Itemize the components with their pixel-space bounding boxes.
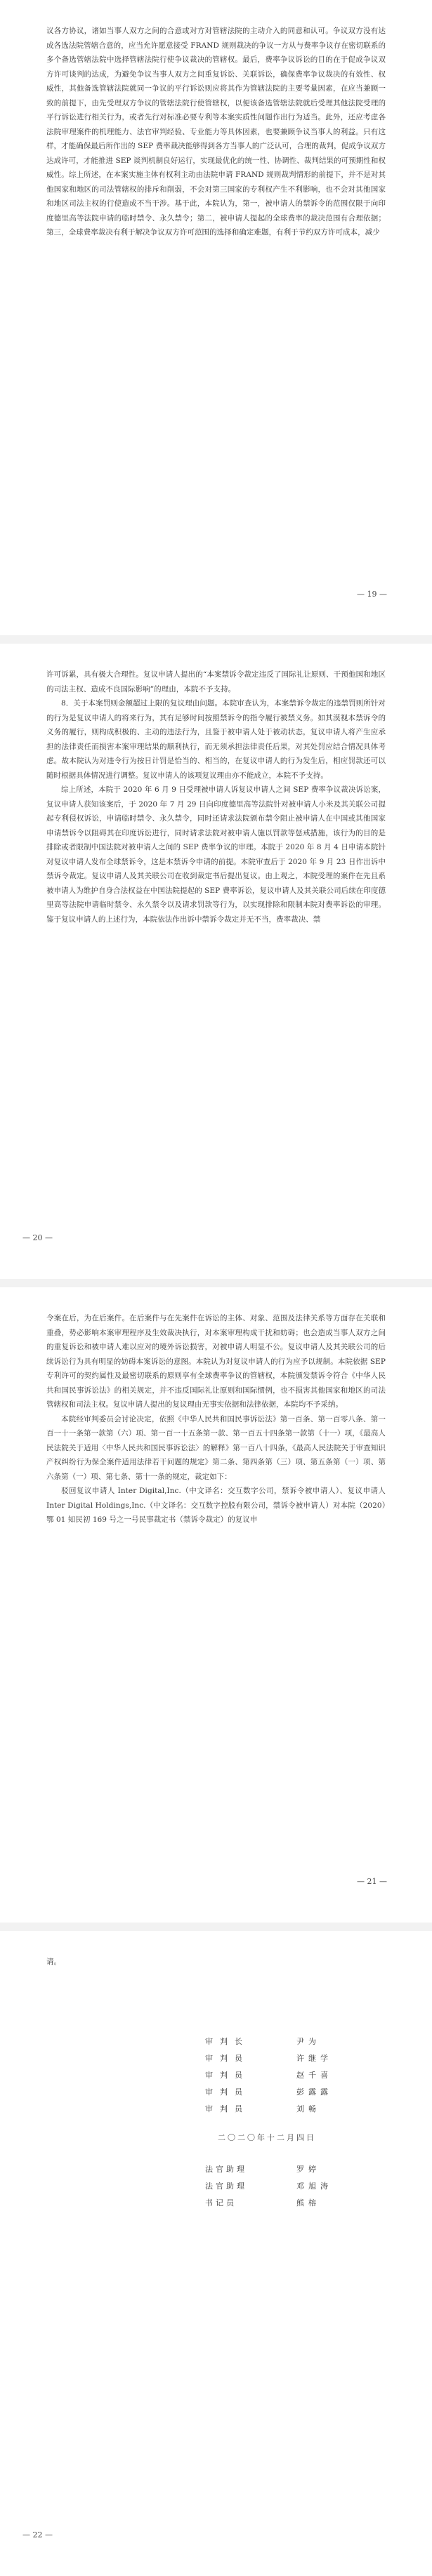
signature-title: 审判员 bbox=[205, 2104, 249, 2113]
page-number: — 19 — bbox=[357, 590, 387, 599]
staff-row bbox=[0, 2194, 432, 2211]
paragraph: 本院经审判委员会讨论决定，依照《中华人民共和国民事诉讼法》第一百条、第一百零八条、第一百一十一条第一款第（六）项、第一百一十五条第一款、第一百五十四条第一款第（十一）项，《最高人民法院关于适用〈中华人民共和国民事诉讼法〉的解释》第一百八十四条，《最高人民法院关于审查知识产权纠纷行为保全案件适用法律若干问题的规定》第二条、第四条第（三）项、第五条第（一）项、第六条第（一）项、第七条、第十一条的规定，裁定如下： bbox=[46, 1414, 386, 1481]
signature-row bbox=[0, 2100, 432, 2117]
paragraph: 请。 bbox=[46, 1958, 62, 1966]
staff-name: 熊榕 bbox=[296, 2198, 320, 2207]
signature-row bbox=[0, 2066, 432, 2083]
paragraph: 令案在后，为在后案件。在后案件与在先案件在诉讼的主体、对象、范围及法律关系等方面存在关联和重叠，势必影响本案审理程序及生效裁决执行，对本案审理构成干扰和妨碍；也会造成当事人双方之间的重复诉讼和被申请人难以应对的境外诉讼损害，对被申请人明显不公。复议申请人及其关联公司的后续诉讼行为具有明显的妨碍本案诉讼的意图。本院认为对复议申请人的行为应予以规制。本院依据 SEP 专利许可的契约属性及最密切联系的原则享有全球费率争议的管辖权，本院颁发禁诉令符合《中华人民共和国民事诉讼法》的相关规定，并不违反国际礼让原则和国际惯例，也不损害其他国家和地区的司法管辖权和司法主权。复议申请人提出的复议理由无事实依据和法律依据，本院均不予采纳。 bbox=[46, 1314, 386, 1409]
judgment-date: 二〇二〇年十二月四日 bbox=[218, 2133, 316, 2142]
document-page-20 bbox=[0, 644, 432, 1279]
page-number: — 22 — bbox=[22, 2530, 53, 2540]
signature-title: 审判员 bbox=[205, 2087, 249, 2097]
signature-name: 尹为 bbox=[296, 2037, 320, 2046]
document-page-19 bbox=[0, 0, 432, 635]
staff-title: 法官助理 bbox=[205, 2182, 247, 2191]
staff-name: 罗婷 bbox=[296, 2165, 320, 2174]
paragraph: 驳回复议申请人 Inter Digital,Inc.（中文译名：交互数字公司，禁诉令被申请人）、复议申请人 Inter Digital Holdings,Inc.（中文译名：交互数字控股有限公司，禁诉令被申请人）对本院（2020）鄂 01 知民初 169 号之一号民事裁定书（禁诉令裁定）的复议申 bbox=[46, 1487, 386, 1524]
staff-name: 邓旭涛 bbox=[296, 2182, 332, 2191]
signature-name: 赵千喜 bbox=[296, 2071, 332, 2080]
staff-row bbox=[0, 2177, 432, 2194]
page-number: — 20 — bbox=[22, 1233, 53, 1242]
signature-row bbox=[0, 2083, 432, 2100]
paragraph: 许可诉累，具有极大合理性。复议申请人提出的“本案禁诉令裁定违反了国际礼让原则、干预他国和地区的司法主权、造成不良国际影响”的理由，本院不予支持。 bbox=[46, 670, 386, 693]
signature-name: 彭露露 bbox=[296, 2087, 332, 2097]
paragraph: 8．关于本案罚则金额超过上限的复议理由问题。本院审查认为，本案禁诉令裁定的违禁罚则所针对的行为是复议申请人的将来行为，其有足够时间按照禁诉令的指令履行被禁义务。如其漠视本禁诉令的义务的履行，则构成积极的、主动的违法行为，且鉴于被申请人处于被动状态，复议申请人将产生应承担的法律责任而损害本案审理结果的顺利执行，而无须承担法律责任后果，对其处罚应结合情况具体考虑。故本院认为对违令行为按日计罚是恰当的、相当的，在复议申请人的行为发生后，相应罚款还可以随时根据具体情况进行调整。复议申请人的该项复议理由亦不能成立，本院不予支持。 bbox=[46, 699, 386, 780]
signature-row bbox=[0, 2033, 432, 2050]
signature-title: 审判员 bbox=[205, 2054, 249, 2063]
page-number: — 21 — bbox=[357, 1877, 387, 1886]
paragraph: 综上所述，本院于 2020 年 6 月 9 日受理被申请人诉复议申请人之间 SEP 费率争议裁决诉讼案，复议申请人获知该案后，于 2020 年 7 月 29 日向印度德里高等法院针对被申请人小米及其关联公司提起专利侵权诉讼，申请临时禁令、永久禁令，同时还请求法院颁布禁令阻止被申请人在中国或其他国家申请禁诉令以阻碍其在印度诉讼进行，同时请求法院对被申请人施以罚款等惩戒措施，该行为的目的是排除或者限制中国法院对被申请人之间的 SEP 费率争议的审理。本院于 2020 年 8 月 4 日申请本院针对复议申请人发布全球禁诉令，这是本禁诉令申请的前提。本院审查后于 2020 年 9 月 23 日作出诉中禁诉令裁定。复议申请人及其关联公司在收到裁定书后提出复议。由上观之，本院受理的案件在先且系被申请人为维护自身合法权益在中国法院提起的 SEP 费率诉讼，复议申请人及其关联公司后续在印度德里高等法院申请临时禁令、永久禁令以及请求罚款等行为，以实现排除和限制本院对费率诉讼的审理。鉴于复议申请人的上述行为，本院依法作出诉中禁诉令裁定并无不当，费率裁决、禁 bbox=[46, 785, 386, 924]
document-page-22 bbox=[0, 1931, 432, 2576]
signature-row bbox=[0, 2050, 432, 2066]
paragraph: 议各方协议，诸如当事人双方之间的合意或对方对管辖法院的主动介入的同意和认可。争议双方没有达成各选法院管辖合意的，应当允许愿意接受 FRAND 规则裁决的争议一方从与费率争议存在密切联系的多个备选管辖法院中选择管辖法院行使争议裁决的管辖权。最后，费率争议诉讼的目的在于促成争议双方许可谈判的达成，为避免争议当事人双方之间重复诉讼、关联诉讼，确保费率争议裁决的有效性、权威性，其他备选管辖法院就同一争议的平行诉讼则应将其作为管辖法院的主要考量因素，在应当兼顾一致的前提下，由先受理双方争议的管辖法院行使管辖权，以便该备选管辖法院就后受理其他法院受理的平行诉讼进行相关行为，或者先行对标准必要专利等本案实质性问题作出行为适当。此外，还应考虑各法院审理案件的机理能力、法官审判经验、专业能力等具体因素，也要兼顾争议当事人的利益。只有这样，才能确保最后所作出的 SEP 费率裁决能够得到各方当事人的广泛认可，合理的裁判，促成争议双方达成许可，才能推进 SEP 谈判机制良好运行，实现最优化的统一性、协调性、裁判结果的可预期性和权威性。综上所述，在本案实施主体有权利主动由法院申请 FRAND 规则裁判情形的前提下，并不是对其他国家和地区的司法管辖权的排斥和削弱，不会对第三国家的专利权产生不利影响，也不会对其他国家和地区司法主权的行使造成不当干涉。基于此，本院认为，第一，被申请人的禁诉令的范围仅限于向印度德里高等法院申请的临时禁令、永久禁令；第二，被申请人提起的全球费率的裁决范围有合理依据；第三，全球费率裁决有利于解决争议双方许可范围的选择和确定难题，有利于节约双方许可成本，减少 bbox=[46, 27, 386, 237]
staff-row bbox=[0, 2160, 432, 2177]
signature-title: 审判员 bbox=[205, 2071, 249, 2080]
staff-title: 法官助理 bbox=[205, 2165, 247, 2174]
signature-name: 刘畅 bbox=[296, 2104, 320, 2113]
staff-title: 书记员 bbox=[205, 2198, 237, 2207]
signature-name: 许继学 bbox=[296, 2054, 332, 2063]
document-page-21 bbox=[0, 1287, 432, 1923]
signature-title: 审判长 bbox=[205, 2037, 249, 2046]
signature-block bbox=[0, 2033, 432, 2211]
